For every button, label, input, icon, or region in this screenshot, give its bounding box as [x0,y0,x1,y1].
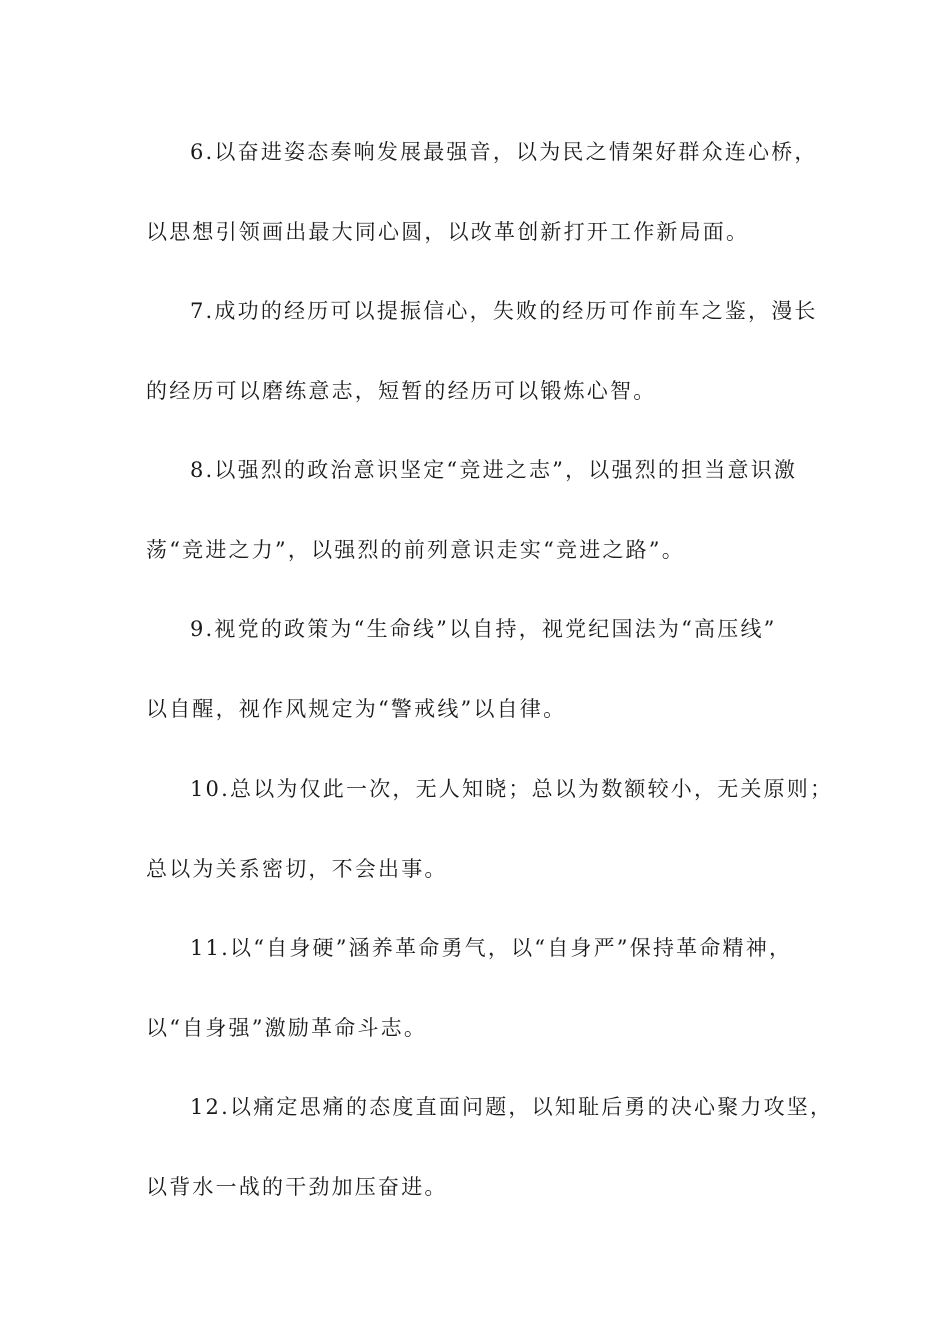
list-item-7 [146,271,818,431]
paragraph-line: 总以为关系密切，不会出事。 [146,857,448,881]
paragraph-line: 以思想引领画出最大同心圆，以改革创新打开工作新局面。 [146,220,750,244]
paragraph-line: 的经历可以磨练意志，短暂的经历可以锻炼心智。 [146,379,657,403]
paragraph-line: 10.总以为仅此一次，无人知晓；总以为数额较小，无关原则； [190,777,834,801]
list-item-12 [146,1067,834,1227]
list-item-6 [146,112,818,272]
list-item-8 [146,430,796,590]
list-item-10 [146,749,834,909]
paragraph-line: 8.以强烈的政治意识坚定“竞进之志”，以强烈的担当意识激 [190,458,798,482]
paragraph-line: 以背水一战的干劲加压奋进。 [146,1175,448,1199]
paragraph-line: 荡“竞进之力”，以强烈的前列意识走实“竞进之路”。 [146,538,685,562]
paragraph-line: 7.成功的经历可以提振信心，失败的经历可作前车之鉴，漫长 [190,299,818,323]
paragraph-line: 9.视党的政策为“生命线”以自持，视党纪国法为“高压线” [190,617,777,641]
paragraph-line: 以自醒，视作风规定为“警戒线”以自律。 [146,697,567,721]
paragraph-line: 以“自身强”激励革命斗志。 [146,1016,428,1040]
list-item-11 [146,908,796,1068]
paragraph-line: 11.以“自身硬”涵养革命勇气，以“自身严”保持革命精神， [190,936,793,960]
list-item-9 [146,589,796,749]
paragraph-line: 6.以奋进姿态奏响发展最强音，以为民之情架好群众连心桥， [190,140,818,164]
paragraph-line: 12.以痛定思痛的态度直面问题，以知耻后勇的决心聚力攻坚， [190,1095,834,1119]
